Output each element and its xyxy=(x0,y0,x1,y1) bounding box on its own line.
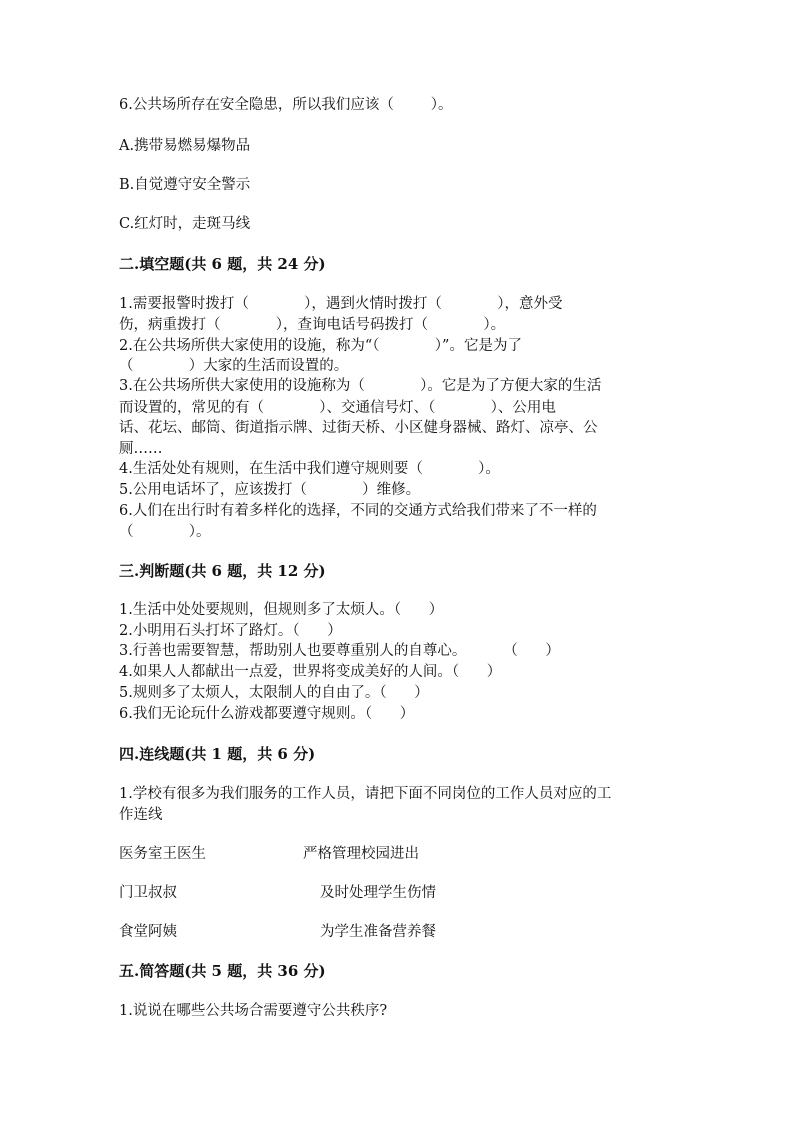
q6-option-c: C.红灯时，走斑马线 xyxy=(119,216,251,232)
section2-line: （ ）。 xyxy=(119,524,211,540)
section3-line: 1.生活中处处要规则，但规则多了太烦人。（ ） xyxy=(119,602,444,618)
section2-line: 2.在公共场所供大家使用的设施，称为“（ ）”。它是为了 xyxy=(119,338,522,354)
section3-line: 3.行善也需要智慧，帮助别人也要尊重别人的自尊心。 （ ） xyxy=(119,643,560,659)
section2-line: 5.公用电话坏了，应该拨打（ ）维修。 xyxy=(119,482,421,498)
section5-question: 1.说说在哪些公共场合需要遵守公共秩序? xyxy=(119,1003,388,1019)
section5-title: 五.简答题(共 5 题，共 36 分) xyxy=(119,962,326,980)
match-right-item: 为学生准备营养餐 xyxy=(320,924,436,940)
section2-line: 3.在公共场所供大家使用的设施称为（ ）。它是为了方便大家的生活 xyxy=(119,378,602,394)
section2-line: （ ）大家的生活而设置的。 xyxy=(119,358,349,374)
section4-title: 四.连线题(共 1 题，共 6 分) xyxy=(119,745,316,763)
section2-line: 1.需要报警时拨打（ ），遇到火情时拨打（ ），意外受 xyxy=(119,296,563,312)
match-left-item: 医务室王医生 xyxy=(119,846,206,862)
match-right-item: 及时处理学生伤情 xyxy=(320,885,436,901)
section2-title: 二.填空题(共 6 题，共 24 分) xyxy=(119,255,326,273)
section4-question-line: 作连线 xyxy=(119,807,163,823)
section4-question-line: 1.学校有很多为我们服务的工作人员，请把下面不同岗位的工作人员对应的工 xyxy=(119,786,612,802)
section2-line: 厕…… xyxy=(119,441,163,457)
q6-option-a: A.携带易燃易爆物品 xyxy=(119,138,251,154)
section2-line: 6.人们在出行时有着多样化的选择，不同的交通方式给我们带来了不一样的 xyxy=(119,503,597,519)
match-left-item: 食堂阿姨 xyxy=(119,924,177,940)
section3-line: 2.小明用石头打坏了路灯。（ ） xyxy=(119,623,342,639)
section3-line: 4.如果人人都献出一点爱，世界将变成美好的人间。（ ） xyxy=(119,664,502,680)
section2-line: 伤，病重拨打（ ），查询电话号码拨打（ ）。 xyxy=(119,317,506,333)
section2-line: 而设置的，常见的有（ ）、交通信号灯、（ ）、公用电 xyxy=(119,400,556,416)
match-left-item: 门卫叔叔 xyxy=(119,885,177,901)
match-right-item: 严格管理校园进出 xyxy=(303,846,419,862)
section2-line: 4.生活处处有规则，在生活中我们遵守规则要（ ）。 xyxy=(119,461,500,477)
section3-line: 6.我们无论玩什么游戏都要遵守规则。（ ） xyxy=(119,706,415,722)
q6-stem: 6.公共场所存在安全隐患，所以我们应该（ ）。 xyxy=(119,97,453,113)
section3-line: 5.规则多了太烦人，太限制人的自由了。（ ） xyxy=(119,685,429,701)
section2-line: 话、花坛、邮筒、街道指示牌、过街天桥、小区健身器械、路灯、凉亭、公 xyxy=(119,420,598,436)
q6-option-b: B.自觉遵守安全警示 xyxy=(119,177,251,193)
section3-title: 三.判断题(共 6 题，共 12 分) xyxy=(119,562,326,580)
